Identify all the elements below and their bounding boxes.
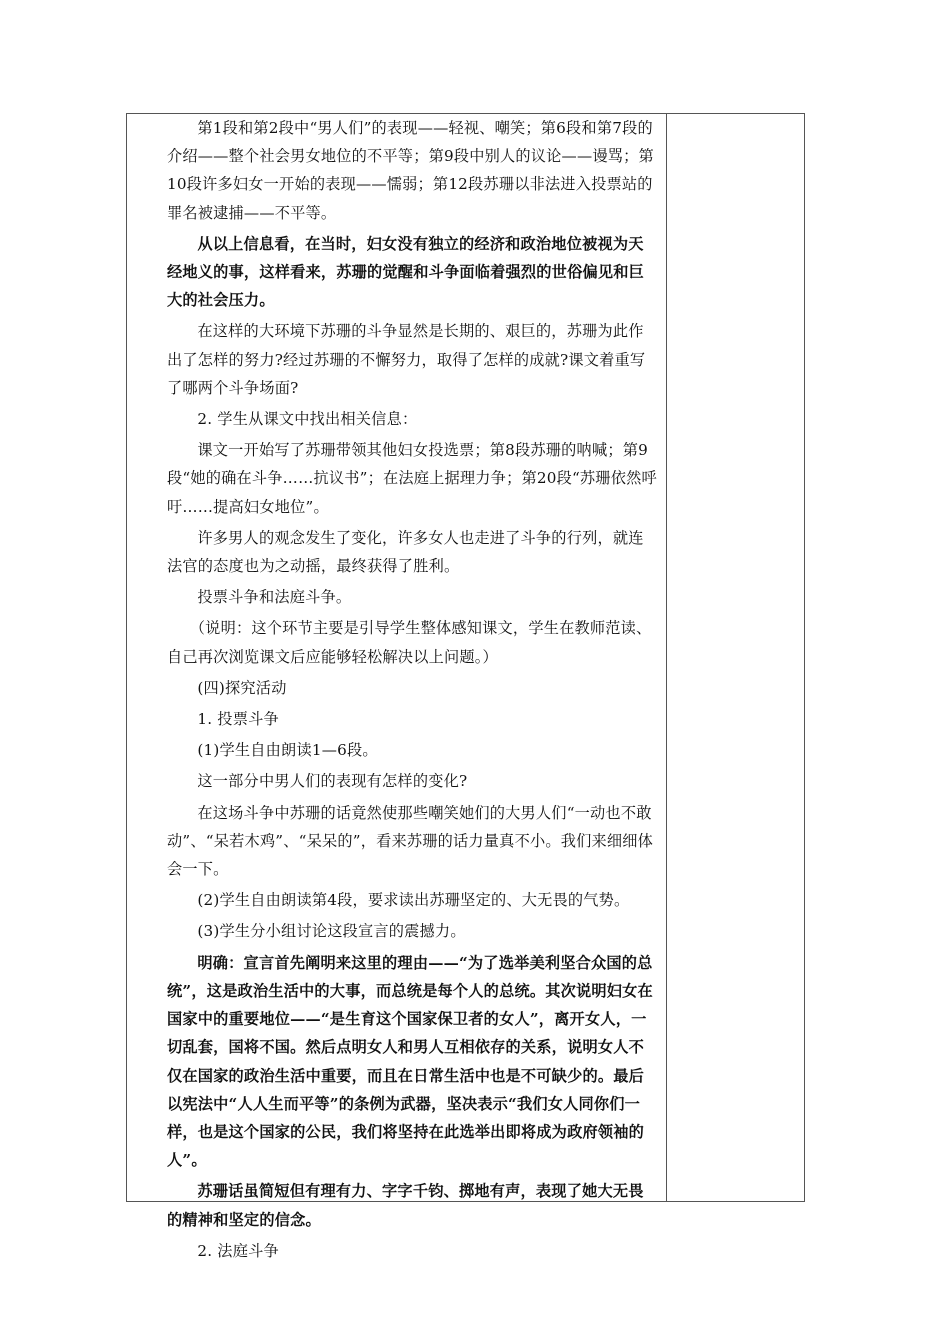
paragraph: 2. 学生从课文中找出相关信息： — [197, 410, 418, 429]
paragraph: 从以上信息看，在当时，妇女没有独立的经济和政治地位被视为天经地义的事，这样看来，苏珊的觉醒和斗争面临着强烈的世俗偏见和巨大的社会压力。 — [167, 234, 645, 310]
lesson-content-cell — [167, 114, 657, 1268]
paragraph: 苏珊话虽简短但有理有力、字字千钧、掷地有声，表现了她大无畏的精神和坚定的信念。 — [167, 1182, 644, 1229]
notes-cell — [667, 114, 804, 1201]
paragraph: 明确：宣言首先阐明来这里的理由——“为了选举美利坚合众国的总统”，这是政治生活中的大事，而总统是每个人的总统。其次说明妇女在国家中的重要地位——“是生育这个国家保卫者的女人”，离开女人，一切乱套，国将不国。然后点明女人和男人互相依存的关系，说明女人不仅在国家的政治生活中重要，而且在日常生活中也是不可缺少的。最后以宪法中“人人生而平等”的条例为武器，坚决表示“我们女人同你们一样，也是这个国家的公民，我们将坚持在此选举出即将成为政府领袖的人”。 — [167, 953, 653, 1170]
paragraph: (2)学生自由朗读第4段，要求读出苏珊坚定的、大无畏的气势。 — [197, 891, 630, 910]
paragraph: 这一部分中男人们的表现有怎样的变化? — [197, 772, 468, 791]
paragraph: (3)学生分小组讨论这段宣言的震撼力。 — [197, 922, 466, 941]
paragraph: 1. 投票斗争 — [197, 710, 279, 729]
paragraph: 在这场斗争中苏珊的话竟然使那些嘲笑她们的大男人们“一动也不敢动”、“呆若木鸡”、“呆呆的”，看来苏珊的话力量真不小。我们来细细体会一下。 — [167, 803, 654, 879]
paragraph: 许多男人的观念发生了变化，许多女人也走进了斗争的行列，就连法官的态度也为之动摇，最终获得了胜利。 — [167, 528, 644, 576]
paragraph: (四)探究活动 — [197, 678, 287, 697]
paragraph: 课文一开始写了苏珊带领其他妇女投选票；第8段苏珊的呐喊；第9段“她的确在斗争……抗议书”；在法庭上据理力争；第20段“苏珊依然呼吁……提高妇女地位”。 — [167, 441, 657, 516]
paragraph: 第1段和第2段中“男人们”的表现——轻视、嘲笑；第6段和第7段的介绍——整个社会男女地位的不平等；第9段中别人的议论——谩骂；第10段许多妇女一开始的表现——懦弱；第12段苏珊以非法进入投票站的罪名被逮捕——不平等。 — [167, 119, 654, 222]
paragraph: 2. 法庭斗争 — [197, 1241, 279, 1260]
paragraph: （说明：这个环节主要是引导学生整体感知课文，学生在教师范读、自己再次浏览课文后应能够轻松解决以上问题。） — [167, 619, 652, 666]
paragraph: (1)学生自由朗读1—6段。 — [197, 741, 378, 760]
paragraph: 投票斗争和法庭斗争。 — [197, 588, 352, 607]
lesson-table — [126, 113, 805, 1260]
paragraph: 在这样的大环境下苏珊的斗争显然是长期的、艰巨的，苏珊为此作出了怎样的努力?经过苏珊的不懈努力，取得了怎样的成就?课文着重写了哪两个斗争场面? — [167, 322, 646, 397]
